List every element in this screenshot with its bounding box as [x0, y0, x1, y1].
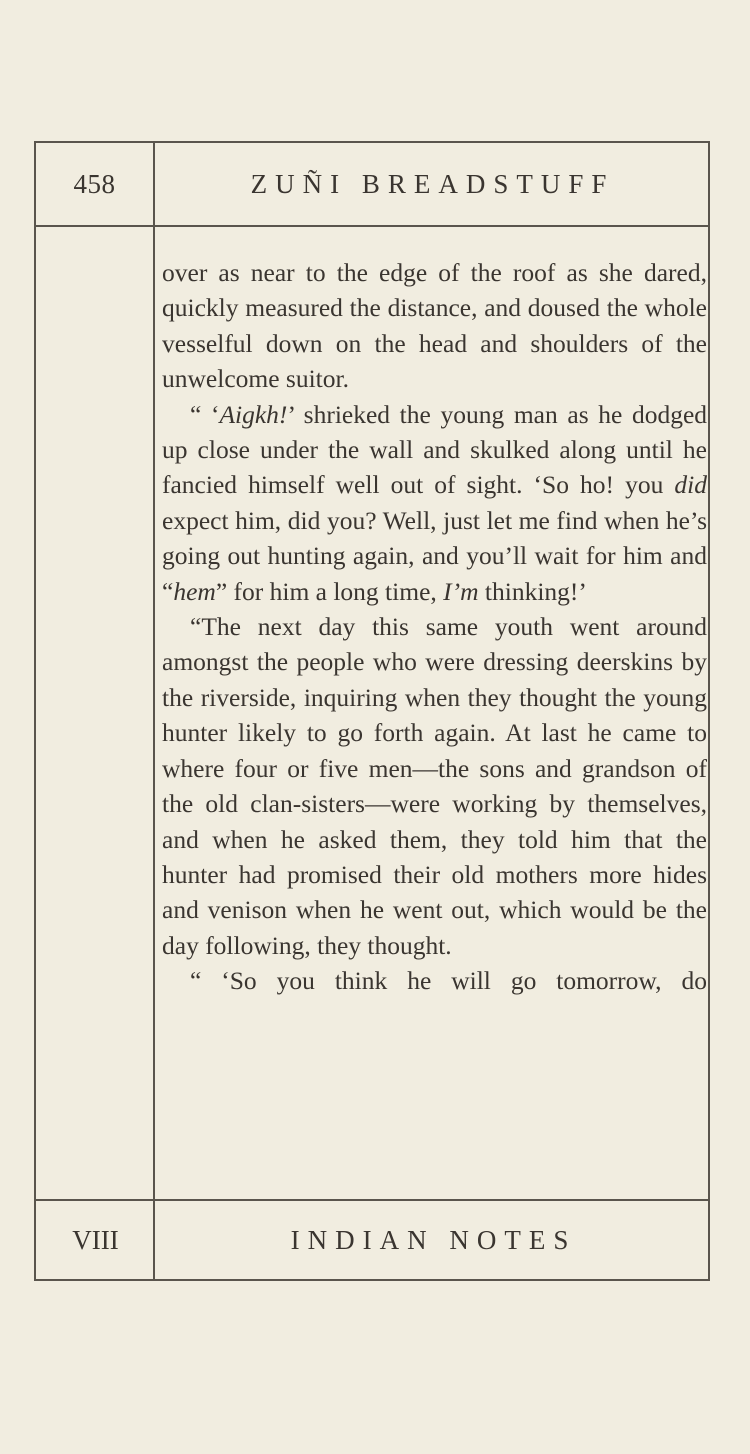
series-title: INDIAN NOTES [290, 1224, 577, 1255]
header-rule [36, 225, 708, 227]
quote-mark: “ ‘ [190, 399, 220, 429]
emphasis-hem: hem [173, 576, 216, 606]
body-text [162, 255, 707, 999]
running-title: ZUÑI BREADSTUFF [250, 168, 615, 199]
paragraph [162, 397, 707, 609]
emphasis-did: did [674, 470, 707, 500]
column-divider [153, 143, 155, 1279]
text-run: ’ shrieked the young man as he dodged up close under the wall and skulked along until he fancied himself well out of sight. ‘So ho! you [162, 399, 708, 500]
text-run: thinking!’ [478, 576, 587, 606]
paragraph: over as near to the edge of the roof as she dared, quickly measured the distance, and doused the whole vesselful down on the head and shoulders of the unwelcome suitor. [162, 258, 707, 394]
text-run: expect him, did you? Well, just let me find when he’s going out hunting again, and you’ll wait for him and “ [162, 505, 707, 606]
text-run: ” for him a long time, [215, 576, 444, 606]
section-mark: VIII [72, 1224, 119, 1255]
exclamation: Aigkh! [219, 399, 288, 429]
paragraph: “The next day this same youth went around amongst the people who were dressing deerskins by the riverside, inquiring when they thought the young hunter likely to go forth again. At last he came to where four or five men—the sons and grandson of the old clan-sisters—were working by themselves, and when he asked them, they told him that the hunter had promised their old mothers more hides and venison when he went out, which would be the day following, they thought. [162, 612, 707, 960]
emphasis-im: I’m [443, 576, 479, 606]
paragraph: “ ‘So you think he will go tomorrow, do [190, 966, 707, 996]
page-frame [34, 141, 710, 1281]
page-number: 458 [73, 168, 116, 199]
